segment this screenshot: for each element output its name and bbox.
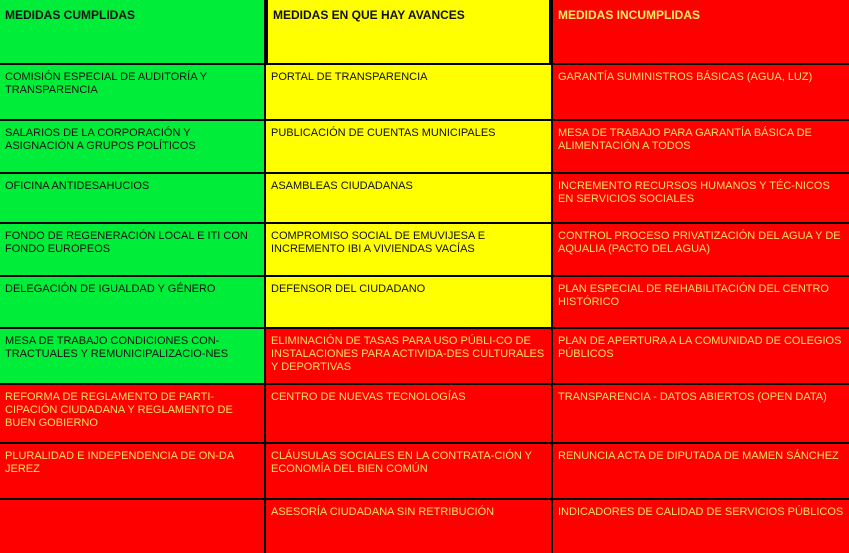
header-avances: MEDIDAS EN QUE HAY AVANCES <box>266 0 551 63</box>
table-cell-cumplida <box>0 500 264 553</box>
table-cell-avance: ELIMINACIÓN DE TASAS PARA USO PÚBLI-CO DE INSTALACIONES PARA ACTIVIDA-DES CULTURALES Y DEPORTIVAS <box>266 329 551 383</box>
table-cell-avance: CENTRO DE NUEVAS TECNOLOGÍAS <box>266 385 551 442</box>
table-cell-incumplida: PLAN DE APERTURA A LA COMUNIDAD DE COLEGIOS PÚBLICOS <box>553 329 849 383</box>
table-cell-incumplida: GARANTÍA SUMINISTROS BÁSICAS (AGUA, LUZ) <box>553 65 849 119</box>
table-cell-cumplida: PLURALIDAD E INDEPENDENCIA DE ON-DA JEREZ <box>0 444 264 498</box>
table-cell-avance: CLÁUSULAS SOCIALES EN LA CONTRATA-CIÓN Y ECONOMÍA DEL BIEN COMÚN <box>266 444 551 498</box>
table-cell-incumplida: CONTROL PROCESO PRIVATIZACIÓN DEL AGUA Y DE AQUALIA (PACTO DEL AGUA) <box>553 224 849 275</box>
table-cell-incumplida: PLAN ESPECIAL DE REHABILITACIÓN DEL CENTRO HISTÓRICO <box>553 277 849 327</box>
table-cell-avance: ASESORÍA CIUDADANA SIN RETRIBUCIÓN <box>266 500 551 553</box>
table-cell-cumplida: MESA DE TRABAJO CONDICIONES CON-TRACTUALES Y REMUNICIPALIZACIO-NES <box>0 329 264 383</box>
table-cell-avance: PUBLICACIÓN DE CUENTAS MUNICIPALES <box>266 121 551 172</box>
table-cell-cumplida: FONDO DE REGENERACIÓN LOCAL E ITI CON FONDO EUROPEOS <box>0 224 264 275</box>
table-cell-incumplida: RENUNCIA ACTA DE DIPUTADA DE MAMEN SÁNCHEZ <box>553 444 849 498</box>
table-cell-cumplida: SALARIOS DE LA CORPORACIÓN Y ASIGNACIÓN A GRUPOS POLÍTICOS <box>0 121 264 172</box>
table-cell-avance: DEFENSOR DEL CIUDADANO <box>266 277 551 327</box>
table-cell-incumplida: INCREMENTO RECURSOS HUMANOS Y TÉC-NICOS EN SERVICIOS SOCIALES <box>553 174 849 222</box>
table-cell-avance: ASAMBLEAS CIUDADANAS <box>266 174 551 222</box>
table-cell-cumplida: DELEGACIÓN DE IGUALDAD Y GÉNERO <box>0 277 264 327</box>
table-cell-cumplida: REFORMA DE REGLAMENTO DE PARTI-CIPACIÓN CIUDADANA Y REGLAMENTO DE BUEN GOBIERNO <box>0 385 264 442</box>
table-cell-avance: PORTAL DE TRANSPARENCIA <box>266 65 551 119</box>
table-cell-cumplida: OFICINA ANTIDESAHUCIOS <box>0 174 264 222</box>
table-cell-incumplida: MESA DE TRABAJO PARA GARANTÍA BÁSICA DE ALIMENTACIÓN A TODOS <box>553 121 849 172</box>
table-cell-incumplida: INDICADORES DE CALIDAD DE SERVICIOS PÚBLICOS <box>553 500 849 553</box>
table-cell-avance: COMPROMISO SOCIAL DE EMUVIJESA E INCREMENTO IBI A VIVIENDAS VACÍAS <box>266 224 551 275</box>
table-cell-cumplida: COMISIÓN ESPECIAL DE AUDITORÍA Y TRANSPARENCIA <box>0 65 264 119</box>
header-cumplidas: MEDIDAS CUMPLIDAS <box>0 0 264 63</box>
table-cell-incumplida: TRANSPARENCIA - DATOS ABIERTOS (OPEN DATA) <box>553 385 849 442</box>
header-incumplidas: MEDIDAS INCUMPLIDAS <box>553 0 849 63</box>
